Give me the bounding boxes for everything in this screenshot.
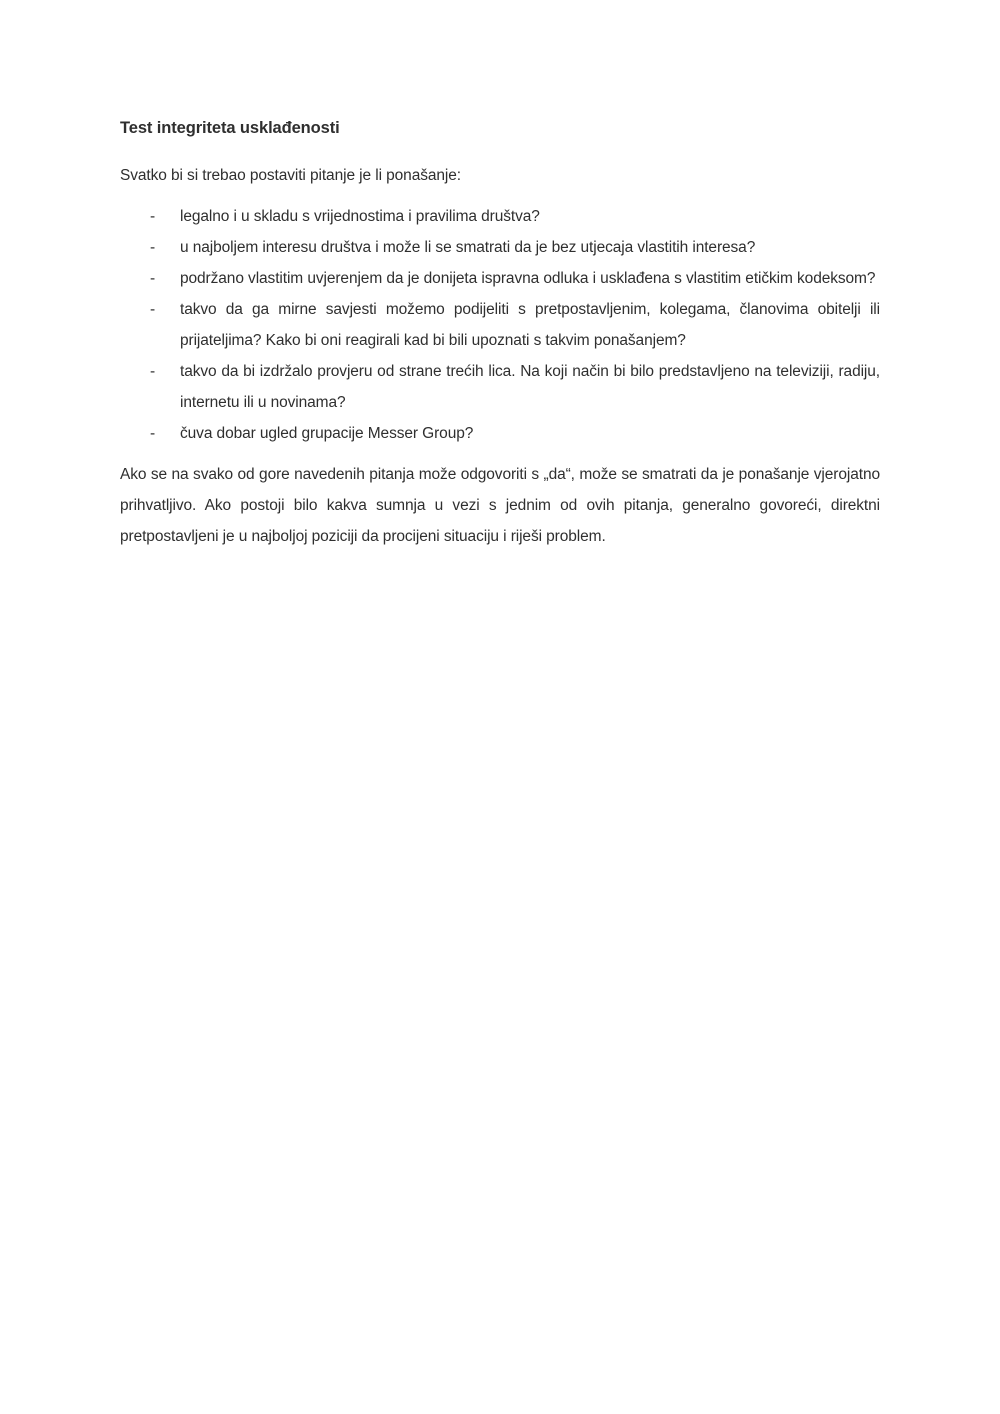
document-content [120,113,880,552]
dash-bullet: - [150,270,156,287]
dash-bullet: - [150,301,156,318]
bullet-list [120,201,880,449]
dash-bullet: - [150,363,156,380]
list-item [120,263,880,294]
dash-bullet: - [150,425,156,442]
list-item-text: takvo da ga mirne savjesti možemo podijeliti s pretpostavljenim, kolegama, članovima obitelji ili prijateljima? Kako bi oni reagirali kad bi bili upoznati s takvim ponašanjem? [180,301,880,349]
list-item-text: podržano vlastitim uvjerenjem da je donijeta ispravna odluka i usklađena s vlastitim etičkim kodeksom? [180,270,876,287]
list-item [120,232,880,263]
dash-bullet: - [150,239,156,256]
document-title: Test integriteta usklađenosti [120,119,340,137]
list-item [120,201,880,232]
list-item-text: u najboljem interesu društva i može li se smatrati da je bez utjecaja vlastitih interesa? [180,239,756,256]
list-item [120,356,880,418]
closing-paragraph: Ako se na svako od gore navedenih pitanja može odgovoriti s „da“, može se smatrati da je ponašanje vjerojatno prihvatljivo. Ako postoji bilo kakva sumnja u vezi s jednim od ovih pitanja, generalno govoreći, direktni pretpostavljeni je u najboljoj poziciji da procijeni situaciju i riješi problem. [120,466,880,545]
list-item-text: čuva dobar ugled grupacije Messer Group? [180,425,474,442]
intro-paragraph: Svatko bi si trebao postaviti pitanje je li ponašanje: [120,167,461,184]
dash-bullet: - [150,208,156,225]
list-item [120,418,880,449]
list-item-text: legalno i u skladu s vrijednostima i pravilima društva? [180,208,540,225]
list-item [120,294,880,356]
list-item-text: takvo da bi izdržalo provjeru od strane trećih lica. Na koji način bi bilo predstavljeno na televiziji, radiju, internetu ili u novinama? [180,363,880,411]
